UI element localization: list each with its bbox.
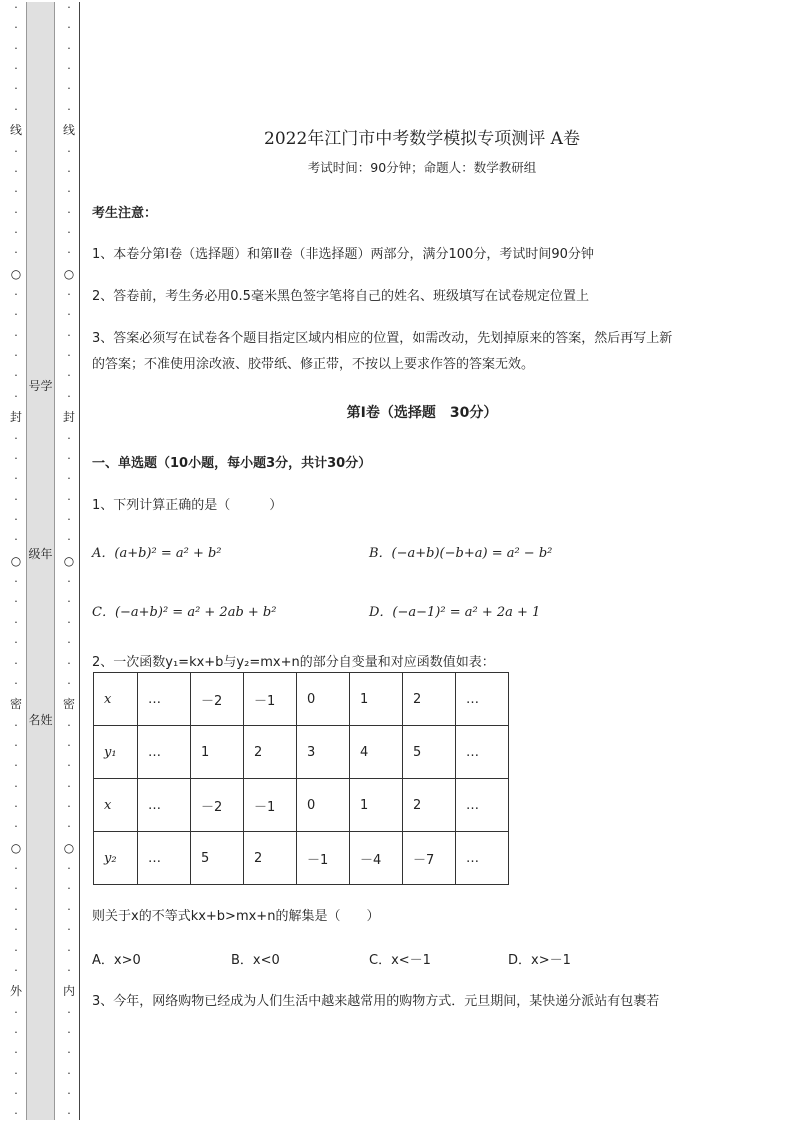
outer-mark: 封 — [9, 410, 22, 425]
q2-option-d: D．x>－1 — [508, 953, 571, 968]
outer-seal-column — [8, 2, 24, 1120]
inner-mark: 内 — [62, 984, 75, 999]
seal-dot: · — [67, 1005, 71, 1019]
seal-dot: · — [14, 512, 18, 526]
exam-title: 2022年江门市中考数学模拟专项测评 A卷 — [264, 129, 580, 149]
seal-dot: · — [14, 800, 18, 814]
q1-stem: 1、下列计算正确的是（ ） — [92, 498, 283, 513]
q3-stem: 3、今年，网络购物已经成为人们生活中越来越常用的购物方式．元旦期间，某快递分派站有包裹若 — [92, 994, 660, 1009]
seal-dot: · — [14, 185, 18, 199]
inner-mark: ○ — [63, 266, 75, 281]
table-cell: 2 — [403, 673, 456, 726]
seal-dot: · — [67, 369, 71, 383]
seal-dot: · — [67, 963, 71, 977]
seal-dot: · — [67, 779, 71, 793]
seal-dot: · — [14, 472, 18, 486]
seal-dot: · — [14, 759, 18, 773]
seal-dot: · — [67, 595, 71, 609]
seal-dot: · — [14, 82, 18, 96]
seal-dot: · — [67, 328, 71, 342]
seal-dot: · — [67, 1066, 71, 1080]
seal-dot: · — [14, 738, 18, 752]
seal-dot: · — [14, 1005, 18, 1019]
table-cell: … — [456, 779, 509, 832]
table-cell: －1 — [297, 832, 350, 885]
seal-dot: · — [67, 349, 71, 363]
seal-dot: · — [67, 431, 71, 445]
seal-dot: · — [67, 205, 71, 219]
q2-ask: 则关于x的不等式kx+b>mx+n的解集是（ ） — [92, 909, 380, 924]
seal-dot: · — [14, 923, 18, 937]
seal-dot: · — [14, 1107, 18, 1121]
inner-mark: 密 — [62, 697, 75, 712]
seal-dot: · — [67, 102, 71, 116]
seal-dot: · — [67, 1046, 71, 1060]
table-cell: … — [138, 726, 191, 779]
seal-dot: · — [67, 1025, 71, 1039]
seal-dot: · — [67, 21, 71, 35]
seal-dot: · — [67, 472, 71, 486]
seal-dot: · — [14, 164, 18, 178]
table-cell: … — [138, 673, 191, 726]
binding-margin — [0, 0, 82, 1123]
seal-dot: · — [67, 759, 71, 773]
seal-dot: · — [67, 862, 71, 876]
table-cell: … — [138, 779, 191, 832]
exam-subtitle: 考试时间：90分钟；命题人：数学教研组 — [307, 160, 537, 175]
seal-dot: · — [14, 1066, 18, 1080]
table-row — [94, 726, 509, 779]
seal-dot: · — [67, 575, 71, 589]
seal-dot: · — [14, 349, 18, 363]
q2-option-a: A．x>0 — [92, 953, 141, 968]
seal-dot: · — [14, 308, 18, 322]
seal-dot: · — [67, 676, 71, 690]
table-cell: … — [456, 673, 509, 726]
seal-dot: · — [67, 636, 71, 650]
table-cell: 3 — [297, 726, 350, 779]
seal-dot: · — [67, 492, 71, 506]
outer-mark: 密 — [9, 697, 22, 712]
seal-dot: · — [14, 41, 18, 55]
q1-option-d: D．(−a−1)² = a² + 2a + 1 — [369, 605, 541, 620]
seal-dot: · — [14, 389, 18, 403]
seal-dot: · — [14, 62, 18, 76]
inner-mark: ○ — [63, 553, 75, 568]
seal-dot: · — [14, 102, 18, 116]
notice-heading: 考生注意： — [92, 206, 158, 221]
table-cell: 2 — [244, 832, 297, 885]
table-cell: －7 — [403, 832, 456, 885]
seal-dot: · — [67, 62, 71, 76]
q2-stem: 2、一次函数y₁=kx+b与y₂=mx+n的部分自变量和对应函数值如表： — [92, 655, 495, 670]
table-cell: 1 — [191, 726, 244, 779]
inner-seal-column — [61, 2, 77, 1120]
table-cell: 2 — [403, 779, 456, 832]
seal-dot: · — [67, 902, 71, 916]
seal-dot: · — [14, 492, 18, 506]
seal-dot: · — [67, 923, 71, 937]
seal-dot: · — [67, 533, 71, 547]
seal-dot: · — [14, 369, 18, 383]
outer-mark: ○ — [10, 553, 22, 568]
table-cell: 4 — [350, 726, 403, 779]
seal-dot: · — [67, 882, 71, 896]
seal-dot: · — [67, 164, 71, 178]
seal-dot: · — [67, 1087, 71, 1101]
table-cell: 5 — [403, 726, 456, 779]
seal-dot: · — [14, 943, 18, 957]
seal-dot: · — [14, 451, 18, 465]
margin-rule — [79, 2, 80, 1120]
seal-dot: · — [67, 1, 71, 14]
inner-mark: ○ — [63, 840, 75, 855]
student-number-label: 号学 — [28, 379, 53, 393]
seal-dot: · — [14, 246, 18, 260]
table-cell: －1 — [244, 673, 297, 726]
seal-dot: · — [67, 943, 71, 957]
seal-dot: · — [14, 615, 18, 629]
seal-dot: · — [14, 820, 18, 834]
outer-mark: ○ — [10, 840, 22, 855]
seal-dot: · — [14, 595, 18, 609]
outer-mark: 外 — [9, 984, 22, 999]
q2-option-c: C．x<－1 — [369, 953, 431, 968]
notice-item-2: 2、答卷前，考生务必用0.5毫米黑色签字笔将自己的姓名、班级填写在试卷规定位置上 — [92, 289, 589, 304]
seal-dot: · — [14, 1, 18, 14]
table-cell: x — [94, 779, 138, 832]
q2-option-b: B．x<0 — [231, 953, 280, 968]
table-cell: … — [456, 726, 509, 779]
seal-dot: · — [67, 820, 71, 834]
seal-dot: · — [14, 1087, 18, 1101]
class-label: 级年 — [28, 547, 53, 561]
seal-dot: · — [14, 1046, 18, 1060]
seal-dot: · — [67, 656, 71, 670]
notice-item-3: 3、答案必须写在试卷各个题目指定区域内相应的位置，如需改动，先划掉原来的答案，然后再写上新 — [92, 331, 673, 346]
seal-dot: · — [67, 718, 71, 732]
seal-dot: · — [67, 185, 71, 199]
q1-option-c: C．(−a+b)² = a² + 2ab + b² — [92, 605, 277, 620]
seal-dot: · — [14, 636, 18, 650]
seal-dot: · — [14, 205, 18, 219]
seal-dot: · — [14, 225, 18, 239]
notice-item-1: 1、本卷分第I卷（选择题）和第Ⅱ卷（非选择题）两部分，满分100分，考试时间90分钟 — [92, 247, 594, 262]
seal-dot: · — [67, 615, 71, 629]
table-row — [94, 779, 509, 832]
seal-dot: · — [14, 676, 18, 690]
table-cell: －2 — [191, 779, 244, 832]
table-cell: －2 — [191, 673, 244, 726]
seal-dot: · — [67, 308, 71, 322]
section-title: 第I卷（选择题 30分） — [346, 405, 498, 421]
table-cell: 2 — [244, 726, 297, 779]
seal-dot: · — [14, 144, 18, 158]
seal-dot: · — [14, 963, 18, 977]
outer-mark: ○ — [10, 266, 22, 281]
seal-dot: · — [14, 575, 18, 589]
q1-option-a: A．(a+b)² = a² + b² — [92, 546, 222, 561]
seal-dot: · — [14, 21, 18, 35]
seal-dot: · — [67, 41, 71, 55]
q1-option-b: B．(−a+b)(−b+a) = a² − b² — [369, 546, 553, 561]
seal-dot: · — [14, 1025, 18, 1039]
table-cell: … — [138, 832, 191, 885]
table-cell: … — [456, 832, 509, 885]
table-cell: －1 — [244, 779, 297, 832]
table-cell: x — [94, 673, 138, 726]
seal-dot: · — [67, 800, 71, 814]
outer-mark: 线 — [9, 123, 22, 138]
seal-dot: · — [67, 144, 71, 158]
table-cell: y₂ — [94, 832, 138, 885]
part-heading: 一、单选题（10小题，每小题3分，共计30分） — [92, 456, 372, 471]
seal-dot: · — [67, 288, 71, 302]
name-label: 名姓 — [28, 713, 53, 727]
inner-mark: 封 — [62, 410, 75, 425]
seal-dot: · — [67, 512, 71, 526]
table-row — [94, 673, 509, 726]
seal-dot: · — [14, 779, 18, 793]
student-info-band — [26, 2, 55, 1120]
table-cell: 1 — [350, 779, 403, 832]
seal-dot: · — [67, 225, 71, 239]
table-cell: 0 — [297, 673, 350, 726]
inner-mark: 线 — [62, 123, 75, 138]
value-table — [93, 672, 509, 885]
seal-dot: · — [67, 389, 71, 403]
seal-dot: · — [14, 533, 18, 547]
seal-dot: · — [14, 328, 18, 342]
seal-dot: · — [14, 862, 18, 876]
seal-dot: · — [14, 288, 18, 302]
seal-dot: · — [67, 451, 71, 465]
table-cell: 5 — [191, 832, 244, 885]
seal-dot: · — [67, 738, 71, 752]
seal-dot: · — [14, 431, 18, 445]
table-cell: y₁ — [94, 726, 138, 779]
seal-dot: · — [67, 246, 71, 260]
notice-item-3-cont: 的答案；不准使用涂改液、胶带纸、修正带，不按以上要求作答的答案无效。 — [92, 357, 535, 372]
seal-dot: · — [14, 718, 18, 732]
seal-dot: · — [14, 882, 18, 896]
table-cell: 1 — [350, 673, 403, 726]
table-cell: 0 — [297, 779, 350, 832]
seal-dot: · — [14, 902, 18, 916]
table-cell: －4 — [350, 832, 403, 885]
table-row — [94, 832, 509, 885]
seal-dot: · — [14, 656, 18, 670]
seal-dot: · — [67, 82, 71, 96]
seal-dot: · — [67, 1107, 71, 1121]
